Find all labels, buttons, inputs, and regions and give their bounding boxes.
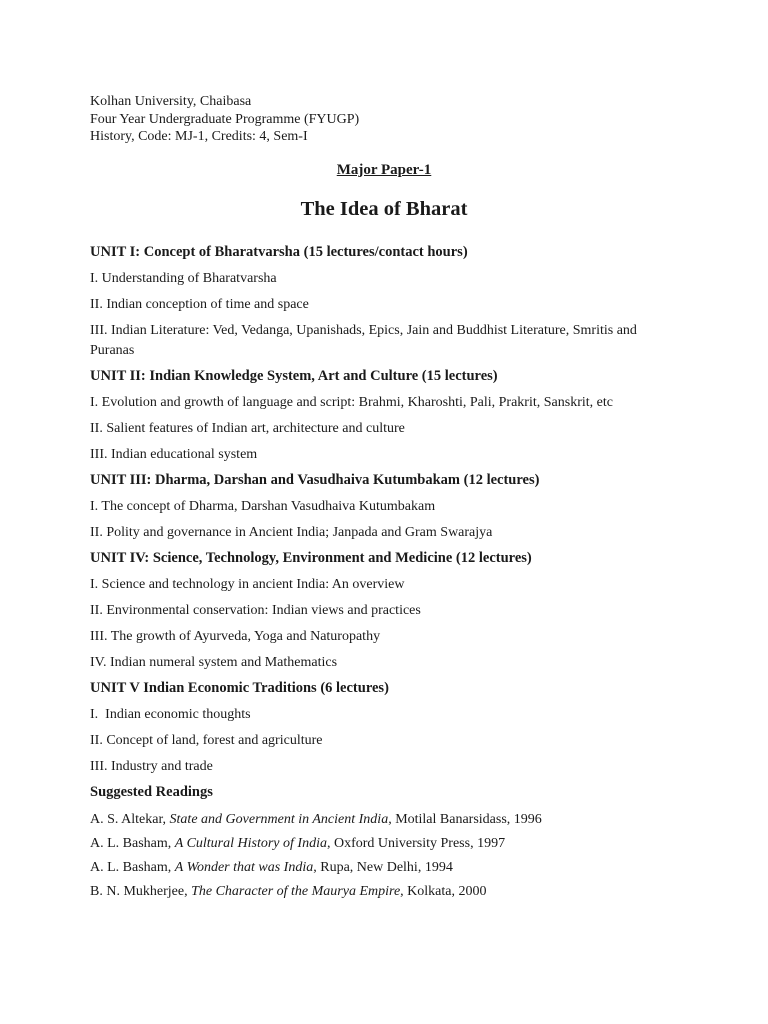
unit-item: II. Environmental conservation: Indian views and practices: [90, 603, 421, 618]
unit-item: I. Evolution and growth of language and script: Brahmi, Kharoshti, Pali, Prakrit, Sanskrit, etc: [90, 395, 613, 410]
unit-item: II. Indian conception of time and space: [90, 297, 309, 312]
reading-author: B. N. Mukherjee,: [90, 884, 192, 899]
reading-title: A Wonder that was India: [174, 860, 314, 875]
unit-item: I. Indian economic thoughts: [90, 707, 251, 722]
reading-publisher: , Motilal Banarsidass, 1996: [388, 812, 542, 827]
reading-publisher: , Rupa, New Delhi, 1994: [313, 860, 453, 875]
reading-publisher: , Oxford University Press, 1997: [326, 836, 506, 851]
unit-heading: UNIT III: Dharma, Darshan and Vasudhaiva Kutumbakam (12 lectures): [90, 472, 540, 488]
unit-item: II. Polity and governance in Ancient India; Janpada and Gram Swarajya: [90, 525, 493, 540]
unit-item: IV. Indian numeral system and Mathematics: [90, 655, 338, 670]
unit-item: II. Concept of land, forest and agriculture: [90, 733, 323, 748]
unit-heading: UNIT II: Indian Knowledge System, Art and Culture (15 lectures): [90, 368, 498, 384]
paper-label: Major Paper-1: [336, 162, 432, 178]
unit-5: [90, 679, 680, 777]
syllabus-content: [90, 243, 680, 907]
unit-heading: UNIT I: Concept of Bharatvarsha (15 lectures/contact hours): [90, 244, 468, 260]
unit-item: I. Understanding of Bharatvarsha: [90, 271, 277, 286]
unit-heading: UNIT IV: Science, Technology, Environment and Medicine (12 lectures): [90, 550, 532, 566]
unit-3: [90, 471, 680, 543]
unit-item: III. Industry and trade: [90, 759, 213, 774]
unit-heading: UNIT V Indian Economic Traditions (6 lectures): [90, 680, 389, 696]
reading-author: A. S. Altekar,: [90, 812, 170, 827]
suggested-readings: [90, 783, 680, 901]
reading-author: A. L. Basham,: [90, 836, 175, 851]
reading-entry: [90, 811, 680, 829]
unit-item: III. Indian Literature: Ved, Vedanga, Upanishads, Epics, Jain and Buddhist Literature, Smritis and Puranas: [90, 323, 637, 358]
unit-2: [90, 367, 680, 465]
reading-title: A Cultural History of India: [174, 836, 327, 851]
document-header: [90, 93, 359, 146]
unit-item: III. The growth of Ayurveda, Yoga and Naturopathy: [90, 629, 381, 644]
reading-author: A. L. Basham,: [90, 860, 175, 875]
unit-item: III. Indian educational system: [90, 447, 258, 462]
unit-item: I. Science and technology in ancient India: An overview: [90, 577, 405, 592]
paper-title: The Idea of Bharat: [300, 198, 468, 220]
reading-title: State and Government in Ancient India: [169, 812, 389, 827]
university-line: Kolhan University, Chaibasa: [90, 94, 252, 109]
programme-line: Four Year Undergraduate Programme (FYUGP): [90, 111, 360, 127]
readings-heading: Suggested Readings: [90, 784, 213, 800]
unit-item: II. Salient features of Indian art, architecture and culture: [90, 421, 405, 436]
reading-entry: [90, 835, 680, 853]
unit-1: [90, 243, 680, 361]
unit-item: I. The concept of Dharma, Darshan Vasudhaiva Kutumbakam: [90, 499, 436, 514]
course-code-line: History, Code: MJ-1, Credits: 4, Sem-I: [90, 129, 308, 144]
reading-publisher: , Kolkata, 2000: [400, 884, 487, 899]
unit-4: [90, 549, 680, 673]
reading-entry: [90, 883, 680, 901]
reading-title: The Character of the Maurya Empire: [191, 884, 401, 899]
reading-entry: [90, 859, 680, 877]
